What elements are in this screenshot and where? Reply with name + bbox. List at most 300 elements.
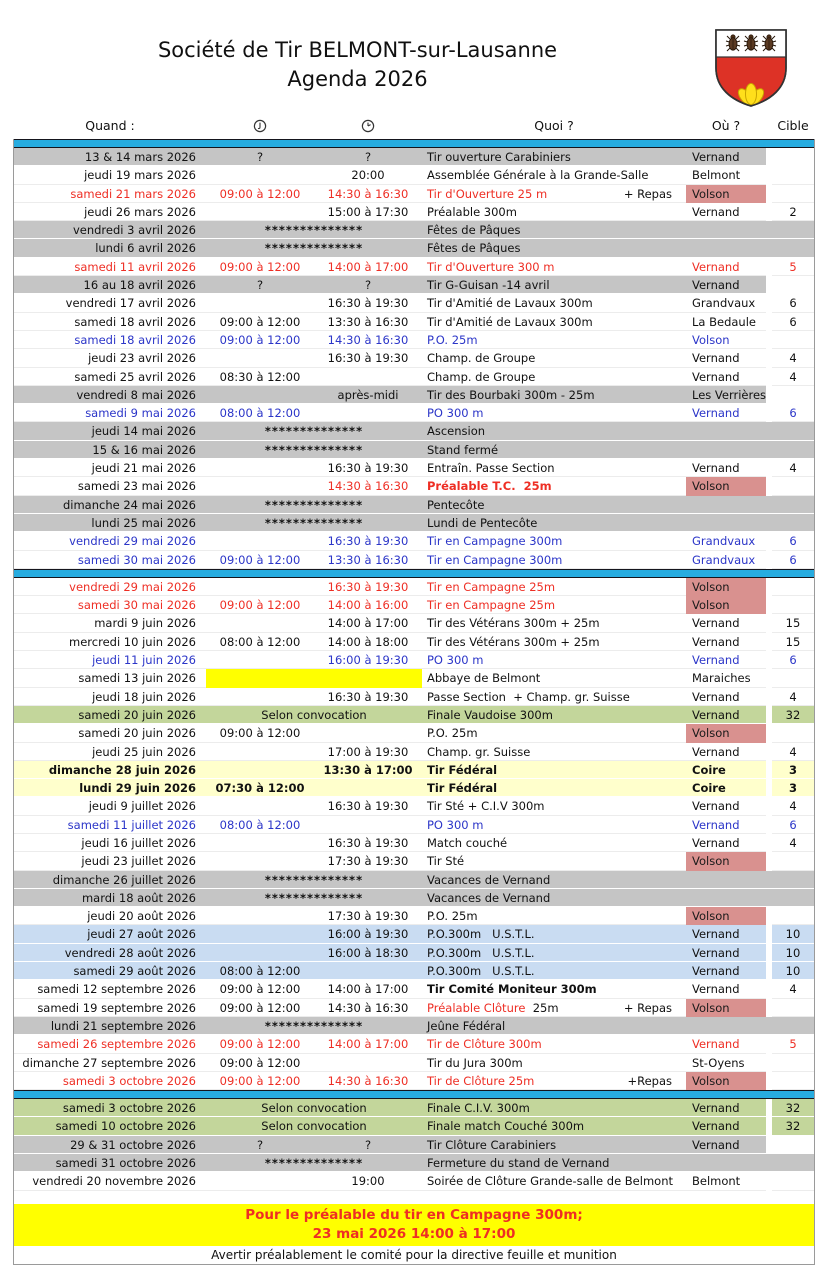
time-morning-cell: 09:00 à 12:00	[219, 186, 301, 201]
time-span-cell: **************	[264, 1018, 364, 1033]
location-cell: Volson	[686, 724, 766, 742]
location-cell: Vernand	[692, 982, 740, 997]
table-row	[14, 1136, 814, 1154]
date-cell: samedi 21 mars 2026	[70, 186, 196, 201]
time-morning-cell	[206, 386, 314, 404]
target-cell: 6	[789, 817, 797, 832]
time-afternoon-cell: ?	[364, 1137, 372, 1152]
event-label: Préalable 300m	[427, 204, 517, 219]
event-label: Finale match Couché 300m	[427, 1119, 585, 1134]
target-cell	[772, 148, 814, 166]
target-cell	[772, 1172, 814, 1190]
time-span-cell: **************	[264, 1156, 364, 1171]
time-afternoon-cell: 14:00 à 16:00	[327, 598, 409, 613]
event-cell	[422, 1117, 686, 1135]
time-afternoon-cell: 15:00 à 17:30	[327, 204, 409, 219]
time-span-cell: **************	[264, 890, 364, 905]
title-line1: Société de Tir BELMONT-sur-Lausanne	[157, 38, 558, 62]
event-cell	[422, 816, 686, 834]
event-cell	[422, 907, 686, 925]
event-label: Soirée de Clôture Grande-salle de Belmont	[427, 1174, 673, 1189]
date-cell: jeudi 23 avril 2026	[88, 351, 196, 366]
target-cell	[772, 724, 814, 742]
location-cell: Volson	[686, 1072, 766, 1090]
time-afternoon-cell: 17:30 à 19:30	[327, 854, 409, 869]
target-cell	[772, 669, 814, 687]
event-cell	[422, 496, 686, 514]
target-cell	[772, 1154, 814, 1172]
event-cell	[422, 596, 686, 614]
meal-note-label: +Repas	[627, 1073, 672, 1088]
location-cell	[686, 514, 766, 532]
target-cell: 4	[789, 689, 797, 704]
event-label: Tir Comité Moniteur 300m	[427, 982, 597, 997]
time-afternoon-cell: 16:00 à 19:30	[327, 927, 409, 942]
event-label: Tir d'Amitié de Lavaux 300m	[427, 296, 593, 311]
column-header-quoi: Quoi ?	[534, 117, 574, 133]
time-afternoon-cell: 17:00 à 19:30	[327, 744, 409, 759]
event-cell	[422, 514, 686, 532]
table-row	[14, 980, 814, 998]
time-afternoon-cell: 16:30 à 19:30	[327, 351, 409, 366]
event-label: Tir en Campagne 300m	[427, 534, 563, 549]
event-cell	[422, 889, 686, 907]
time-afternoon-cell	[314, 962, 422, 980]
table-row	[14, 834, 814, 852]
time-morning-cell: 09:00 à 12:00	[219, 1055, 301, 1070]
event-label: Match couché	[427, 835, 508, 850]
time-morning-cell: ?	[256, 1137, 264, 1152]
date-cell: samedi 3 octobre 2026	[62, 1073, 196, 1088]
time-afternoon-cell: 14:00 à 17:00	[327, 259, 409, 274]
event-cell	[422, 724, 686, 742]
time-span-cell: **************	[264, 515, 364, 530]
time-afternoon-cell: 14:00 à 17:00	[327, 982, 409, 997]
event-label: Tir d'Ouverture 300 m	[427, 259, 555, 274]
date-cell: jeudi 23 juillet 2026	[81, 854, 196, 869]
event-label: Assemblée Générale à la Grande-Salle	[427, 168, 649, 183]
event-cell	[422, 669, 686, 687]
agenda-table	[13, 139, 815, 1265]
event-label: Jeûne Fédéral	[427, 1018, 506, 1033]
table-row	[14, 724, 814, 742]
time-morning-cell: 09:00 à 12:00	[219, 1000, 301, 1015]
location-cell: Vernand	[692, 406, 740, 421]
event-label: Abbaye de Belmont	[427, 671, 541, 686]
event-label: Tir G-Guisan -14 avril	[427, 278, 550, 293]
time-span-cell: Selon convocation	[261, 1119, 367, 1134]
time-afternoon-cell	[314, 1054, 422, 1072]
event-label: P.O.300m U.S.T.L.	[427, 927, 535, 942]
date-cell: lundi 25 mai 2026	[91, 515, 196, 530]
event-cell	[422, 422, 686, 440]
time-afternoon-cell: 14:00 à 17:00	[327, 1037, 409, 1052]
target-cell	[772, 166, 814, 184]
target-cell: 15	[785, 616, 801, 631]
date-cell: samedi 30 mai 2026	[77, 598, 196, 613]
date-cell: jeudi 14 mai 2026	[91, 424, 196, 439]
date-cell: mardi 18 août 2026	[81, 890, 196, 905]
event-cell	[422, 962, 686, 980]
event-cell	[422, 980, 686, 998]
table-row	[14, 203, 814, 221]
event-cell	[422, 404, 686, 422]
event-cell	[422, 221, 686, 239]
table-row	[14, 907, 814, 925]
event-cell	[422, 532, 686, 550]
event-cell	[422, 313, 686, 331]
date-cell: samedi 12 septembre 2026	[37, 982, 196, 997]
table-top-bar	[14, 139, 814, 148]
table-row	[14, 1117, 814, 1135]
location-cell: Vernand	[692, 204, 740, 219]
date-cell: samedi 19 septembre 2026	[37, 1000, 196, 1015]
event-cell	[422, 871, 686, 889]
target-cell: 4	[789, 799, 797, 814]
date-cell: vendredi 8 mai 2026	[76, 387, 196, 402]
event-label: Vacances de Vernand	[427, 890, 551, 905]
event-label: Tir des Bourbaki 300m - 25m	[427, 387, 595, 402]
date-cell: samedi 31 octobre 2026	[55, 1156, 196, 1171]
event-cell	[422, 349, 686, 367]
target-cell	[772, 477, 814, 495]
event-cell	[422, 331, 686, 349]
location-cell: Coire	[692, 762, 726, 777]
event-cell	[422, 999, 686, 1017]
time-morning-cell	[206, 688, 314, 706]
target-cell: 4	[789, 835, 797, 850]
target-cell	[772, 852, 814, 870]
date-cell: vendredi 3 avril 2026	[72, 223, 196, 238]
location-cell: Coire	[692, 781, 726, 796]
table-row	[14, 294, 814, 312]
time-morning-cell: 08:30 à 12:00	[219, 369, 301, 384]
time-afternoon-cell: 14:30 à 16:30	[327, 1073, 409, 1088]
time-morning-cell: 09:00 à 12:00	[219, 982, 301, 997]
event-label: Tir des Vétérans 300m + 25m	[427, 634, 600, 649]
event-cell	[422, 148, 686, 166]
time-morning-cell	[206, 797, 314, 815]
time-morning-cell: ?	[256, 150, 264, 164]
location-cell: Maraiches	[692, 671, 751, 686]
time-afternoon-cell: 17:30 à 19:30	[327, 909, 409, 924]
target-cell: 4	[789, 369, 797, 384]
date-cell: samedi 11 avril 2026	[74, 259, 196, 274]
belmont-coat-of-arms-icon	[710, 26, 792, 110]
event-cell	[422, 203, 686, 221]
event-label: Tir Fédéral	[427, 781, 498, 796]
column-header-ou: Où ?	[711, 117, 741, 133]
target-cell	[772, 514, 814, 532]
target-cell	[772, 221, 814, 239]
location-cell: Vernand	[692, 689, 740, 704]
target-cell: 6	[789, 296, 797, 311]
event-label: Tir d'Ouverture 25 m	[427, 186, 548, 201]
time-morning-cell	[206, 834, 314, 852]
section-separator	[14, 569, 814, 578]
date-cell: samedi 26 septembre 2026	[37, 1037, 196, 1052]
target-cell: 5	[789, 259, 797, 274]
event-cell	[422, 852, 686, 870]
table-row	[14, 1054, 814, 1072]
time-span-cell: **************	[264, 872, 364, 887]
table-row	[14, 944, 814, 962]
table-row	[14, 331, 814, 349]
location-cell	[686, 422, 766, 440]
target-cell: 32	[785, 1101, 801, 1116]
time-afternoon-cell	[314, 779, 422, 797]
location-cell: Les Verrières	[692, 387, 767, 402]
table-row	[14, 404, 814, 422]
date-cell: 29 & 31 octobre 2026	[70, 1137, 196, 1152]
table-row	[14, 477, 814, 495]
date-cell: lundi 21 septembre 2026	[50, 1018, 196, 1033]
event-cell	[422, 551, 686, 569]
date-cell: jeudi 19 mars 2026	[84, 168, 196, 183]
time-span-cell: **************	[264, 241, 364, 256]
location-cell	[686, 1154, 766, 1172]
target-cell	[772, 185, 814, 203]
date-cell: samedi 20 juin 2026	[78, 707, 196, 722]
event-label: Finale C.I.V. 300m	[427, 1101, 530, 1116]
target-cell: 5	[789, 1037, 797, 1052]
event-cell	[422, 779, 686, 797]
date-cell: mardi 9 juin 2026	[94, 616, 196, 631]
location-cell	[686, 871, 766, 889]
event-label: P.O.300m U.S.T.L.	[427, 945, 535, 960]
date-cell: dimanche 26 juillet 2026	[52, 872, 196, 887]
target-cell	[772, 596, 814, 614]
location-cell: Vernand	[692, 744, 740, 759]
time-morning-cell: 09:00 à 12:00	[219, 314, 301, 329]
event-label: Tir Sté	[427, 854, 465, 869]
target-cell: 3	[788, 781, 797, 796]
time-afternoon-cell: 13:30 à 16:30	[327, 552, 409, 567]
time-morning-cell	[206, 651, 314, 669]
column-header-quand: Quand :	[85, 117, 135, 133]
target-cell: 6	[789, 552, 797, 567]
table-row	[14, 313, 814, 331]
date-cell: samedi 18 avril 2026	[74, 314, 196, 329]
meal-note-label: + Repas	[623, 1000, 672, 1015]
table-row	[14, 166, 814, 184]
time-morning-cell	[206, 944, 314, 962]
time-span-cell: **************	[264, 442, 364, 457]
table-row	[14, 797, 814, 815]
location-cell: Volson	[686, 578, 766, 596]
event-label: Stand fermé	[427, 442, 499, 457]
time-morning-cell	[206, 294, 314, 312]
table-row	[14, 1035, 814, 1053]
time-span-cell: Selon convocation	[261, 1101, 367, 1116]
time-afternoon-cell: 16:30 à 19:30	[327, 579, 409, 594]
time-span-cell: Selon convocation	[261, 707, 367, 722]
time-afternoon-cell: après-midi	[337, 387, 399, 402]
event-label: Pentecôte	[427, 497, 485, 512]
target-cell: 6	[789, 653, 797, 668]
event-cell	[422, 477, 686, 495]
target-cell	[772, 441, 814, 459]
target-cell: 10	[785, 964, 801, 979]
date-cell: jeudi 16 juillet 2026	[81, 835, 196, 850]
table-row	[14, 614, 814, 632]
meal-note-label: + Repas	[623, 186, 672, 201]
location-cell: Vernand	[692, 964, 740, 979]
time-morning-cell	[206, 477, 314, 495]
location-cell: Vernand	[692, 835, 740, 850]
event-cell	[422, 386, 686, 404]
date-cell: jeudi 11 juin 2026	[92, 653, 196, 668]
time-afternoon-cell: 14:00 à 18:00	[327, 634, 409, 649]
table-row	[14, 1099, 814, 1117]
table-rows	[14, 148, 814, 1191]
target-cell	[772, 422, 814, 440]
time-morning-cell: 09:00 à 12:00	[219, 598, 301, 613]
target-cell: 4	[789, 744, 797, 759]
date-cell: dimanche 28 juin 2026	[48, 762, 196, 777]
location-cell: Vernand	[692, 799, 740, 814]
target-cell	[772, 239, 814, 257]
location-cell: Volson	[686, 477, 766, 495]
time-afternoon-cell: 16:30 à 19:30	[327, 296, 409, 311]
location-cell	[686, 441, 766, 459]
location-cell: Vernand	[692, 817, 740, 832]
event-cell	[422, 1136, 686, 1154]
time-afternoon-cell: 14:00 à 17:00	[327, 616, 409, 631]
target-cell	[772, 1136, 814, 1154]
event-label: P.O.300m U.S.T.L.	[427, 964, 535, 979]
location-cell: Vernand	[692, 927, 740, 942]
event-cell	[422, 185, 686, 203]
event-label: Vacances de Vernand	[427, 872, 551, 887]
event-label: P.O. 25m	[427, 909, 478, 924]
event-label: PO 300 m	[427, 653, 484, 668]
event-label: Tir Fédéral	[427, 762, 498, 777]
table-row	[14, 871, 814, 889]
event-cell	[422, 578, 686, 596]
date-cell: jeudi 25 juin 2026	[92, 744, 196, 759]
date-cell: vendredi 28 août 2026	[64, 945, 196, 960]
event-label: Champ. gr. Suisse	[427, 744, 531, 759]
target-cell	[772, 386, 814, 404]
time-span-cell: **************	[264, 497, 364, 512]
location-cell: Vernand	[692, 351, 740, 366]
event-cell	[422, 276, 686, 294]
time-afternoon-cell: 16:00 à 19:30	[327, 653, 409, 668]
event-label: Tir de Clôture 300m	[427, 1037, 542, 1052]
target-cell	[772, 578, 814, 596]
location-cell: Vernand	[692, 1037, 740, 1052]
event-label: Tir d'Amitié de Lavaux 300m	[427, 314, 593, 329]
table-row	[14, 761, 814, 779]
location-cell: Vernand	[692, 945, 740, 960]
time-afternoon-cell: 16:30 à 19:30	[327, 534, 409, 549]
table-row	[14, 239, 814, 257]
location-cell: Belmont	[692, 1174, 741, 1189]
highlight-cell	[206, 669, 422, 687]
time-morning-cell	[206, 532, 314, 550]
date-cell: dimanche 24 mai 2026	[62, 497, 196, 512]
target-cell	[772, 907, 814, 925]
event-label: Préalable T.C. 25m	[427, 479, 552, 494]
table-row	[14, 496, 814, 514]
location-cell: Grandvaux	[692, 296, 756, 311]
date-cell: samedi 30 mai 2026	[77, 552, 196, 567]
event-cell	[422, 743, 686, 761]
target-cell	[772, 496, 814, 514]
banner-line1: Pour le préalable du tir en Campagne 300m;	[245, 1206, 583, 1223]
location-cell: St-Oyens	[692, 1055, 745, 1070]
location-cell: Vernand	[692, 707, 740, 722]
table-row	[14, 925, 814, 943]
location-cell: Volson	[686, 907, 766, 925]
target-cell: 6	[789, 534, 797, 549]
event-cell	[422, 1054, 686, 1072]
event-cell	[422, 797, 686, 815]
location-cell: Vernand	[692, 369, 740, 384]
date-cell: dimanche 27 septembre 2026	[22, 1055, 196, 1070]
target-cell	[772, 331, 814, 349]
table-row	[14, 1154, 814, 1172]
date-cell: samedi 25 avril 2026	[74, 369, 196, 384]
event-label: Ascension	[427, 424, 486, 439]
table-row	[14, 743, 814, 761]
event-label: Fêtes de Pâques	[427, 223, 521, 238]
date-cell: samedi 23 mai 2026	[77, 479, 196, 494]
table-row	[14, 578, 814, 596]
location-cell: Vernand	[692, 616, 740, 631]
date-cell: vendredi 29 mai 2026	[69, 534, 196, 549]
time-morning-cell	[206, 907, 314, 925]
event-label: Passe Section + Champ. gr. Suisse	[427, 689, 630, 704]
campaign-notice-banner	[14, 1204, 814, 1246]
event-cell	[422, 925, 686, 943]
event-cell	[422, 166, 686, 184]
time-afternoon-cell	[314, 368, 422, 386]
event-cell	[422, 1154, 686, 1172]
location-cell: Vernand	[692, 150, 740, 164]
target-cell: 4	[789, 461, 797, 476]
target-cell: 32	[785, 1119, 801, 1134]
event-label: Lundi de Pentecôte	[427, 515, 538, 530]
event-label: Tir de Clôture 25m	[427, 1073, 535, 1088]
location-cell	[686, 889, 766, 907]
location-cell	[686, 1017, 766, 1035]
location-cell: Vernand	[692, 259, 740, 274]
time-morning-cell: ?	[256, 278, 264, 293]
event-label: Tir Clôture Carabiniers	[427, 1137, 557, 1152]
time-morning-cell: 08:00 à 12:00	[219, 817, 301, 832]
table-row	[14, 148, 814, 166]
location-cell: Volson	[686, 596, 766, 614]
location-cell: Vernand	[692, 1101, 740, 1116]
date-cell: samedi 11 juillet 2026	[67, 817, 196, 832]
time-morning-cell: 08:00 à 12:00	[219, 634, 301, 649]
date-cell: 15 & 16 mai 2026	[92, 442, 196, 457]
event-cell	[422, 651, 686, 669]
location-cell: Volson	[686, 185, 766, 203]
page-title	[0, 36, 715, 94]
table-row	[14, 962, 814, 980]
target-cell	[772, 871, 814, 889]
column-header-cible: Cible	[777, 117, 809, 133]
event-label: PO 300 m	[427, 406, 484, 421]
time-morning-cell	[206, 743, 314, 761]
time-morning-cell	[206, 166, 314, 184]
time-morning-cell: 09:00 à 12:00	[219, 332, 301, 347]
time-morning-cell: 08:00 à 12:00	[219, 406, 301, 421]
table-row	[14, 596, 814, 614]
